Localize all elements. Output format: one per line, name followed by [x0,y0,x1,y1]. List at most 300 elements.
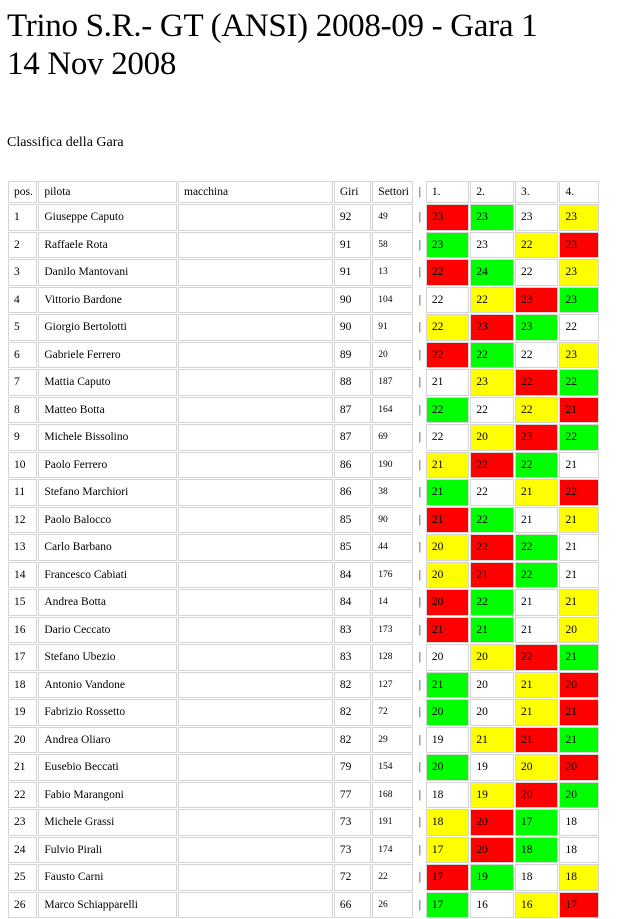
cell-separator: | [418,568,422,581]
cell-macchina [178,754,333,781]
cell-lane-2: 19 [470,754,514,781]
cell-settori: 176 [372,562,412,589]
title-line-2: 14 Nov 2008 [7,46,177,82]
cell-lane-2: 20 [470,672,514,699]
cell-lane-2: 22 [470,452,514,479]
cell-separator: | [418,871,422,884]
cell-pilota: Andrea Botta [38,589,177,616]
cell-settori: 191 [372,809,412,836]
table-row [8,287,599,314]
cell-lane-2: 23 [470,369,514,396]
cell-separator: | [418,376,422,389]
cell-giri: 87 [334,397,371,424]
cell-lane-1: 21 [426,617,470,644]
table-row [8,892,599,919]
cell-lane-3: 23 [515,314,559,341]
cell-settori: 154 [372,754,412,781]
cell-lane-1: 22 [426,342,470,369]
cell-lane-4: 18 [559,809,599,836]
cell-settori: 173 [372,617,412,644]
cell-pos: 5 [8,314,37,341]
table-row [8,424,599,451]
cell-separator: | [418,651,422,664]
cell-pos: 1 [8,204,37,231]
cell-lane-2: 21 [470,617,514,644]
cell-lane-4: 22 [559,424,599,451]
cell-giri: 73 [334,837,371,864]
cell-macchina [178,259,333,286]
cell-lane-3: 23 [515,424,559,451]
table-row [8,699,599,726]
cell-lane-3: 21 [515,479,559,506]
cell-lane-4: 21 [559,452,599,479]
cell-lane-3: 21 [515,507,559,534]
cell-macchina [178,727,333,754]
cell-lane-1: 18 [426,782,470,809]
cell-pilota: Raffaele Rota [38,232,177,259]
cell-lane-2: 22 [470,479,514,506]
cell-giri: 85 [334,534,371,561]
cell-separator: | [418,816,422,829]
cell-lane-1: 22 [426,397,470,424]
cell-lane-2: 23 [470,314,514,341]
cell-lane-2: 22 [470,507,514,534]
cell-lane-4: 23 [559,287,599,314]
cell-lane-3: 18 [515,837,559,864]
cell-lane-1: 17 [426,892,470,919]
cell-lane-1: 21 [426,452,470,479]
cell-pilota: Andrea Oliaro [38,727,177,754]
cell-pilota: Dario Ceccato [38,617,177,644]
page-title [7,7,537,83]
header-settori: Settori [372,181,412,203]
cell-separator: | [418,706,422,719]
cell-macchina [178,369,333,396]
cell-settori: 164 [372,397,412,424]
table-row [8,314,599,341]
cell-pilota: Antonio Vandone [38,672,177,699]
cell-separator: | [418,623,422,636]
table-row [8,589,599,616]
header-lane-1: 1. [426,181,470,203]
cell-separator: | [418,761,422,774]
cell-lane-3: 22 [515,452,559,479]
cell-lane-3: 21 [515,672,559,699]
cell-pos: 18 [8,672,37,699]
cell-lane-4: 20 [559,754,599,781]
cell-macchina [178,479,333,506]
cell-lane-3: 22 [515,232,559,259]
results-body [8,204,599,918]
cell-pos: 17 [8,644,37,671]
cell-pilota: Vittorio Bardone [38,287,177,314]
cell-lane-1: 20 [426,644,470,671]
cell-lane-2: 23 [470,232,514,259]
cell-separator: | [418,678,422,691]
cell-lane-2: 21 [470,562,514,589]
cell-lane-1: 17 [426,837,470,864]
cell-macchina [178,287,333,314]
cell-lane-4: 21 [559,727,599,754]
cell-lane-3: 18 [515,864,559,891]
cell-lane-4: 22 [559,314,599,341]
cell-pilota: Giorgio Bertolotti [38,314,177,341]
header-lane-2: 2. [470,181,514,203]
cell-pos: 24 [8,837,37,864]
table-row [8,507,599,534]
cell-lane-3: 20 [515,782,559,809]
cell-lane-2: 21 [470,727,514,754]
cell-macchina [178,424,333,451]
cell-lane-3: 21 [515,699,559,726]
cell-separator: | [418,898,422,911]
cell-macchina [178,342,333,369]
cell-lane-4: 20 [559,617,599,644]
cell-separator: | [418,293,422,306]
cell-lane-2: 24 [470,259,514,286]
cell-pos: 23 [8,809,37,836]
cell-pilota: Mattia Caputo [38,369,177,396]
table-row [8,782,599,809]
header-pos: pos. [8,181,37,203]
table-row [8,809,599,836]
cell-pos: 25 [8,864,37,891]
cell-lane-2: 16 [470,892,514,919]
cell-separator: | [418,266,422,279]
cell-settori: 26 [372,892,412,919]
cell-giri: 82 [334,727,371,754]
cell-pilota: Michele Grassi [38,809,177,836]
cell-lane-1: 21 [426,479,470,506]
cell-lane-4: 23 [559,232,599,259]
cell-separator: | [418,486,422,499]
cell-pos: 4 [8,287,37,314]
cell-lane-4: 18 [559,837,599,864]
cell-lane-3: 21 [515,617,559,644]
cell-settori: 128 [372,644,412,671]
cell-giri: 82 [334,672,371,699]
header-macchina: macchina [178,181,333,203]
table-row [8,644,599,671]
cell-pilota: Paolo Balocco [38,507,177,534]
cell-macchina [178,589,333,616]
cell-separator: | [418,458,422,471]
cell-giri: 90 [334,287,371,314]
cell-lane-1: 17 [426,864,470,891]
cell-settori: 91 [372,314,412,341]
cell-settori: 168 [372,782,412,809]
cell-lane-1: 22 [426,314,470,341]
cell-lane-4: 20 [559,672,599,699]
cell-lane-1: 20 [426,562,470,589]
header-pilota: pilota [38,181,177,203]
cell-macchina [178,892,333,919]
cell-pos: 19 [8,699,37,726]
cell-pos: 3 [8,259,37,286]
cell-macchina [178,672,333,699]
cell-macchina [178,864,333,891]
table-row [8,397,599,424]
cell-lane-1: 23 [426,232,470,259]
cell-settori: 69 [372,424,412,451]
cell-settori: 190 [372,452,412,479]
cell-lane-2: 22 [470,397,514,424]
cell-giri: 92 [334,204,371,231]
cell-pos: 2 [8,232,37,259]
cell-pos: 11 [8,479,37,506]
cell-giri: 90 [334,314,371,341]
cell-settori: 187 [372,369,412,396]
table-row [8,754,599,781]
cell-separator: | [418,788,422,801]
cell-macchina [178,232,333,259]
cell-giri: 66 [334,892,371,919]
cell-pilota: Paolo Ferrero [38,452,177,479]
cell-lane-3: 22 [515,562,559,589]
cell-macchina [178,699,333,726]
cell-lane-4: 23 [559,259,599,286]
cell-lane-2: 19 [470,864,514,891]
cell-lane-2: 22 [470,287,514,314]
cell-lane-2: 20 [470,837,514,864]
cell-settori: 20 [372,342,412,369]
cell-giri: 84 [334,589,371,616]
cell-giri: 77 [334,782,371,809]
cell-macchina [178,204,333,231]
cell-macchina [178,507,333,534]
cell-lane-1: 21 [426,507,470,534]
cell-separator: | [418,513,422,526]
cell-lane-3: 17 [515,809,559,836]
cell-giri: 72 [334,864,371,891]
cell-macchina [178,452,333,479]
cell-lane-4: 21 [559,507,599,534]
cell-lane-2: 20 [470,809,514,836]
cell-separator: | [418,211,422,224]
cell-separator: | [418,541,422,554]
cell-pos: 16 [8,617,37,644]
header-lane-3: 3. [515,181,559,203]
cell-lane-2: 20 [470,424,514,451]
cell-separator: | [418,403,422,416]
cell-settori: 104 [372,287,412,314]
cell-lane-3: 22 [515,259,559,286]
cell-lane-4: 23 [559,204,599,231]
cell-lane-3: 23 [515,204,559,231]
cell-separator: | [418,733,422,746]
cell-pos: 22 [8,782,37,809]
table-row [8,204,599,231]
table-row [8,534,599,561]
section-title: Classifica della Gara [7,135,124,150]
cell-pilota: Carlo Barbano [38,534,177,561]
table-row [8,864,599,891]
cell-lane-4: 22 [559,369,599,396]
cell-pilota: Matteo Botta [38,397,177,424]
cell-pos: 13 [8,534,37,561]
cell-giri: 83 [334,617,371,644]
cell-lane-2: 22 [470,342,514,369]
cell-separator: | [418,321,422,334]
cell-giri: 85 [334,507,371,534]
cell-pos: 9 [8,424,37,451]
cell-lane-1: 20 [426,754,470,781]
cell-pilota: Gabriele Ferrero [38,342,177,369]
cell-lane-1: 20 [426,589,470,616]
table-row [8,452,599,479]
cell-settori: 14 [372,589,412,616]
cell-giri: 86 [334,479,371,506]
cell-lane-2: 23 [470,204,514,231]
table-header-row [8,181,599,203]
cell-lane-1: 22 [426,259,470,286]
cell-pos: 21 [8,754,37,781]
cell-lane-3: 22 [515,397,559,424]
cell-lane-3: 22 [515,369,559,396]
cell-pilota: Giuseppe Caputo [38,204,177,231]
cell-separator: | [418,596,422,609]
cell-pilota: Francesco Cabiati [38,562,177,589]
cell-pilota: Danilo Mantovani [38,259,177,286]
cell-macchina [178,837,333,864]
cell-separator: | [418,348,422,361]
cell-lane-1: 21 [426,369,470,396]
cell-pilota: Stefano Ubezio [38,644,177,671]
cell-lane-4: 18 [559,864,599,891]
cell-giri: 84 [334,562,371,589]
cell-lane-3: 21 [515,589,559,616]
cell-settori: 13 [372,259,412,286]
cell-lane-4: 21 [559,699,599,726]
cell-lane-4: 21 [559,644,599,671]
header-separator: | [418,186,422,198]
cell-pos: 15 [8,589,37,616]
cell-settori: 127 [372,672,412,699]
cell-macchina [178,809,333,836]
cell-giri: 83 [334,644,371,671]
cell-settori: 22 [372,864,412,891]
cell-macchina [178,534,333,561]
cell-giri: 91 [334,259,371,286]
cell-lane-1: 21 [426,672,470,699]
cell-lane-3: 22 [515,644,559,671]
cell-settori: 49 [372,204,412,231]
table-row [8,232,599,259]
cell-macchina [178,782,333,809]
cell-macchina [178,397,333,424]
cell-lane-3: 21 [515,727,559,754]
cell-lane-4: 20 [559,782,599,809]
cell-lane-4: 21 [559,562,599,589]
cell-lane-2: 22 [470,589,514,616]
cell-lane-2: 19 [470,782,514,809]
cell-pos: 8 [8,397,37,424]
cell-pos: 12 [8,507,37,534]
cell-pilota: Stefano Marchiori [38,479,177,506]
title-line-1: Trino S.R.- GT (ANSI) 2008-09 - Gara 1 [7,8,538,44]
cell-settori: 29 [372,727,412,754]
cell-lane-3: 20 [515,754,559,781]
cell-giri: 87 [334,424,371,451]
cell-lane-3: 22 [515,534,559,561]
cell-lane-2: 20 [470,644,514,671]
cell-lane-4: 21 [559,397,599,424]
table-row [8,479,599,506]
cell-pos: 10 [8,452,37,479]
table-row [8,672,599,699]
cell-lane-1: 20 [426,534,470,561]
cell-pos: 7 [8,369,37,396]
cell-separator: | [418,238,422,251]
cell-lane-4: 23 [559,342,599,369]
results-table [7,180,600,919]
cell-settori: 38 [372,479,412,506]
cell-giri: 82 [334,699,371,726]
cell-pilota: Fabrizio Rossetto [38,699,177,726]
cell-giri: 79 [334,754,371,781]
cell-lane-1: 23 [426,204,470,231]
cell-settori: 58 [372,232,412,259]
table-row [8,369,599,396]
cell-pos: 6 [8,342,37,369]
table-row [8,837,599,864]
cell-macchina [178,644,333,671]
cell-pos: 26 [8,892,37,919]
cell-lane-1: 22 [426,287,470,314]
cell-lane-4: 21 [559,534,599,561]
cell-settori: 90 [372,507,412,534]
cell-lane-1: 22 [426,424,470,451]
cell-pilota: Fausto Carni [38,864,177,891]
header-giri: Giri [334,181,371,203]
cell-pilota: Fulvio Pirali [38,837,177,864]
cell-separator: | [418,431,422,444]
cell-macchina [178,562,333,589]
cell-macchina [178,617,333,644]
cell-pilota: Michele Bissolino [38,424,177,451]
cell-pilota: Marco Schiapparelli [38,892,177,919]
cell-macchina [178,314,333,341]
cell-lane-4: 17 [559,892,599,919]
cell-lane-3: 23 [515,287,559,314]
header-lane-4: 4. [559,181,599,203]
cell-giri: 91 [334,232,371,259]
cell-lane-1: 19 [426,727,470,754]
cell-settori: 72 [372,699,412,726]
cell-giri: 86 [334,452,371,479]
cell-lane-3: 16 [515,892,559,919]
table-row [8,342,599,369]
cell-separator: | [418,843,422,856]
cell-giri: 73 [334,809,371,836]
cell-lane-2: 20 [470,699,514,726]
cell-lane-2: 22 [470,534,514,561]
cell-lane-1: 18 [426,809,470,836]
table-row [8,727,599,754]
table-row [8,617,599,644]
cell-lane-4: 21 [559,589,599,616]
cell-lane-1: 20 [426,699,470,726]
cell-pos: 14 [8,562,37,589]
cell-giri: 88 [334,369,371,396]
cell-pilota: Eusebio Beccati [38,754,177,781]
cell-giri: 89 [334,342,371,369]
cell-pilota: Fabio Marangoni [38,782,177,809]
table-row [8,259,599,286]
cell-pos: 20 [8,727,37,754]
cell-settori: 174 [372,837,412,864]
cell-lane-4: 22 [559,479,599,506]
